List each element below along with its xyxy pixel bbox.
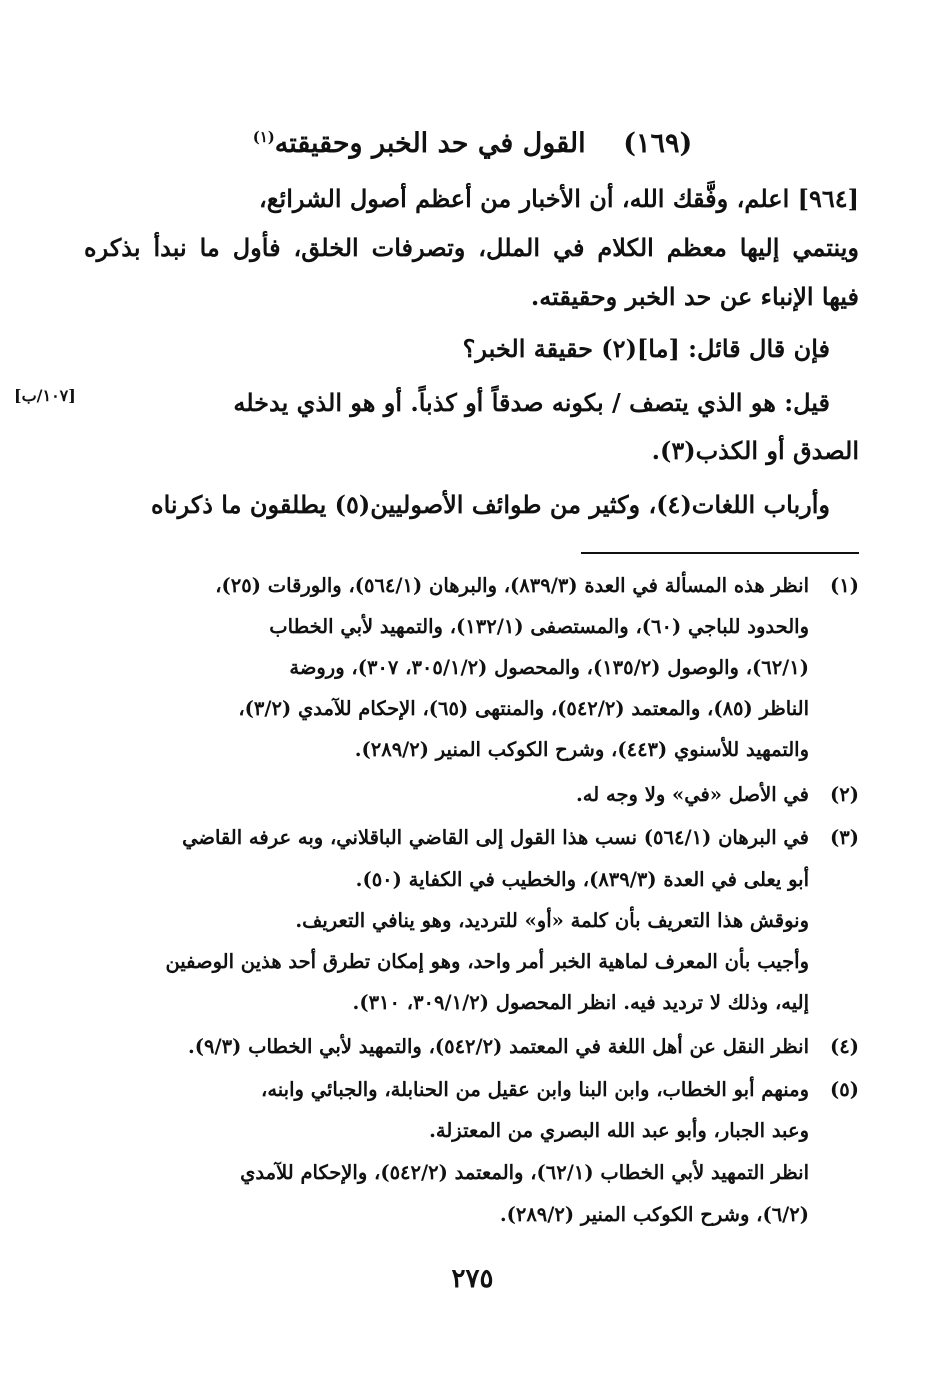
section-number: (١٦٩) — [623, 128, 693, 159]
body-line: وأرباب اللغات(٤)، وكثير من طوائف الأصوليين(٥) يطلقون ما ذكرناه — [151, 490, 830, 519]
footnote-number: (١) — [830, 574, 859, 597]
footnote-ref: (١) — [252, 128, 275, 146]
body-line: فيها الإنباء عن حد الخبر وحقيقته. — [530, 282, 859, 311]
body-line: فإن قال قائل: [ما](٢) حقيقة الخبر؟ — [462, 334, 830, 363]
footnote-number: (٢) — [830, 783, 859, 806]
footnote-line: (٦/٢)، وشرح الكوكب المنير (٢٨٩/٢). — [499, 1203, 809, 1226]
footnote-line: (٤)انظر النقل عن أهل اللغة في المعتمد (٥٤٢/٢)، والتمهيد لأبي الخطاب (٩/٣). — [84, 1027, 859, 1067]
footnote-number: (٣) — [830, 826, 859, 849]
footnote-line: الناظر (٨٥)، والمعتمد (٥٤٢/٢)، والمنتهى (٦٥)، الإحكام للآمدي (٣/٢)، — [238, 697, 809, 720]
footnote-line: (٣)في البرهان (٥٦٤/١) نسب هذا القول إلى القاضي الباقلاني، وبه عرفه القاضي — [84, 818, 859, 858]
page-number: ٢٧٥ — [451, 1264, 494, 1294]
footnote-line: انظر التمهيد لأبي الخطاب (٦٢/١)، والمعتمد (٥٤٢/٢)، والإحكام للآمدي — [240, 1161, 809, 1184]
footnote-divider — [581, 552, 859, 554]
body-line: قيل: هو الذي يتصف / بكونه صدقاً أو كذباً. أو هو الذي يدخله — [233, 388, 830, 417]
footnote-line: وأجيب بأن المعرف لماهية الخبر أمر واحد، وهو إمكان تطرق أحد هذين الوصفين — [165, 950, 809, 973]
margin-note: [١٠٧/ب] — [14, 386, 76, 405]
footnote-line: أبو يعلى في العدة (٨٣٩/٣)، والخطيب في الكفاية (٥٠). — [355, 868, 809, 891]
footnote-line: والحدود للباجي (٦٠)، والمستصفى (١٣٢/١)، والتمهيد لأبي الخطاب — [269, 615, 809, 638]
footnote-line: والتمهيد للأسنوي (٤٤٣)، وشرح الكوكب المنير (٢٨٩/٢). — [354, 738, 809, 761]
body-line: الصدق أو الكذب(٣). — [651, 436, 859, 465]
footnote-line: (٦٢/١)، والوصول (١٣٥/٢)، والمحصول (٣٠٥/١/٢، ٣٠٧)، وروضة — [289, 656, 809, 679]
footnote-line: (٢)في الأصل «في» ولا وجه له. — [84, 775, 859, 815]
footnote-number: (٤) — [830, 1035, 859, 1058]
body-line: وينتمي إليها معظم الكلام في الملل، وتصرفات الخلق، فأول ما نبدأ بذكره — [84, 233, 859, 262]
footnote-number: (٥) — [830, 1078, 859, 1101]
footnote-line: وعبد الجبار، وأبو عبد الله البصري من المعتزلة. — [429, 1119, 809, 1142]
body-line: [٩٦٤] اعلم، وفَّقك الله، أن الأخبار من أعظم أصول الشرائع، — [259, 184, 859, 213]
section-heading — [0, 122, 945, 166]
footnote-line: (٥)ومنهم أبو الخطاب، وابن البنا وابن عقيل من الحنابلة، والجبائي وابنه، — [84, 1070, 859, 1110]
section-title: القول في حد الخبر وحقيقته — [274, 128, 586, 159]
footnote-line: إليه، وذلك لا ترديد فيه. انظر المحصول (٣٠٩/١/٢، ٣١٠). — [352, 991, 809, 1014]
footnote-line: ونوقش هذا التعريف بأن كلمة «أو» للترديد، وهو ينافي التعريف. — [295, 909, 809, 932]
footnote-line: (١)انظر هذه المسألة في العدة (٨٣٩/٣)، والبرهان (٥٦٤/١)، والورقات (٢٥)، — [84, 566, 859, 606]
